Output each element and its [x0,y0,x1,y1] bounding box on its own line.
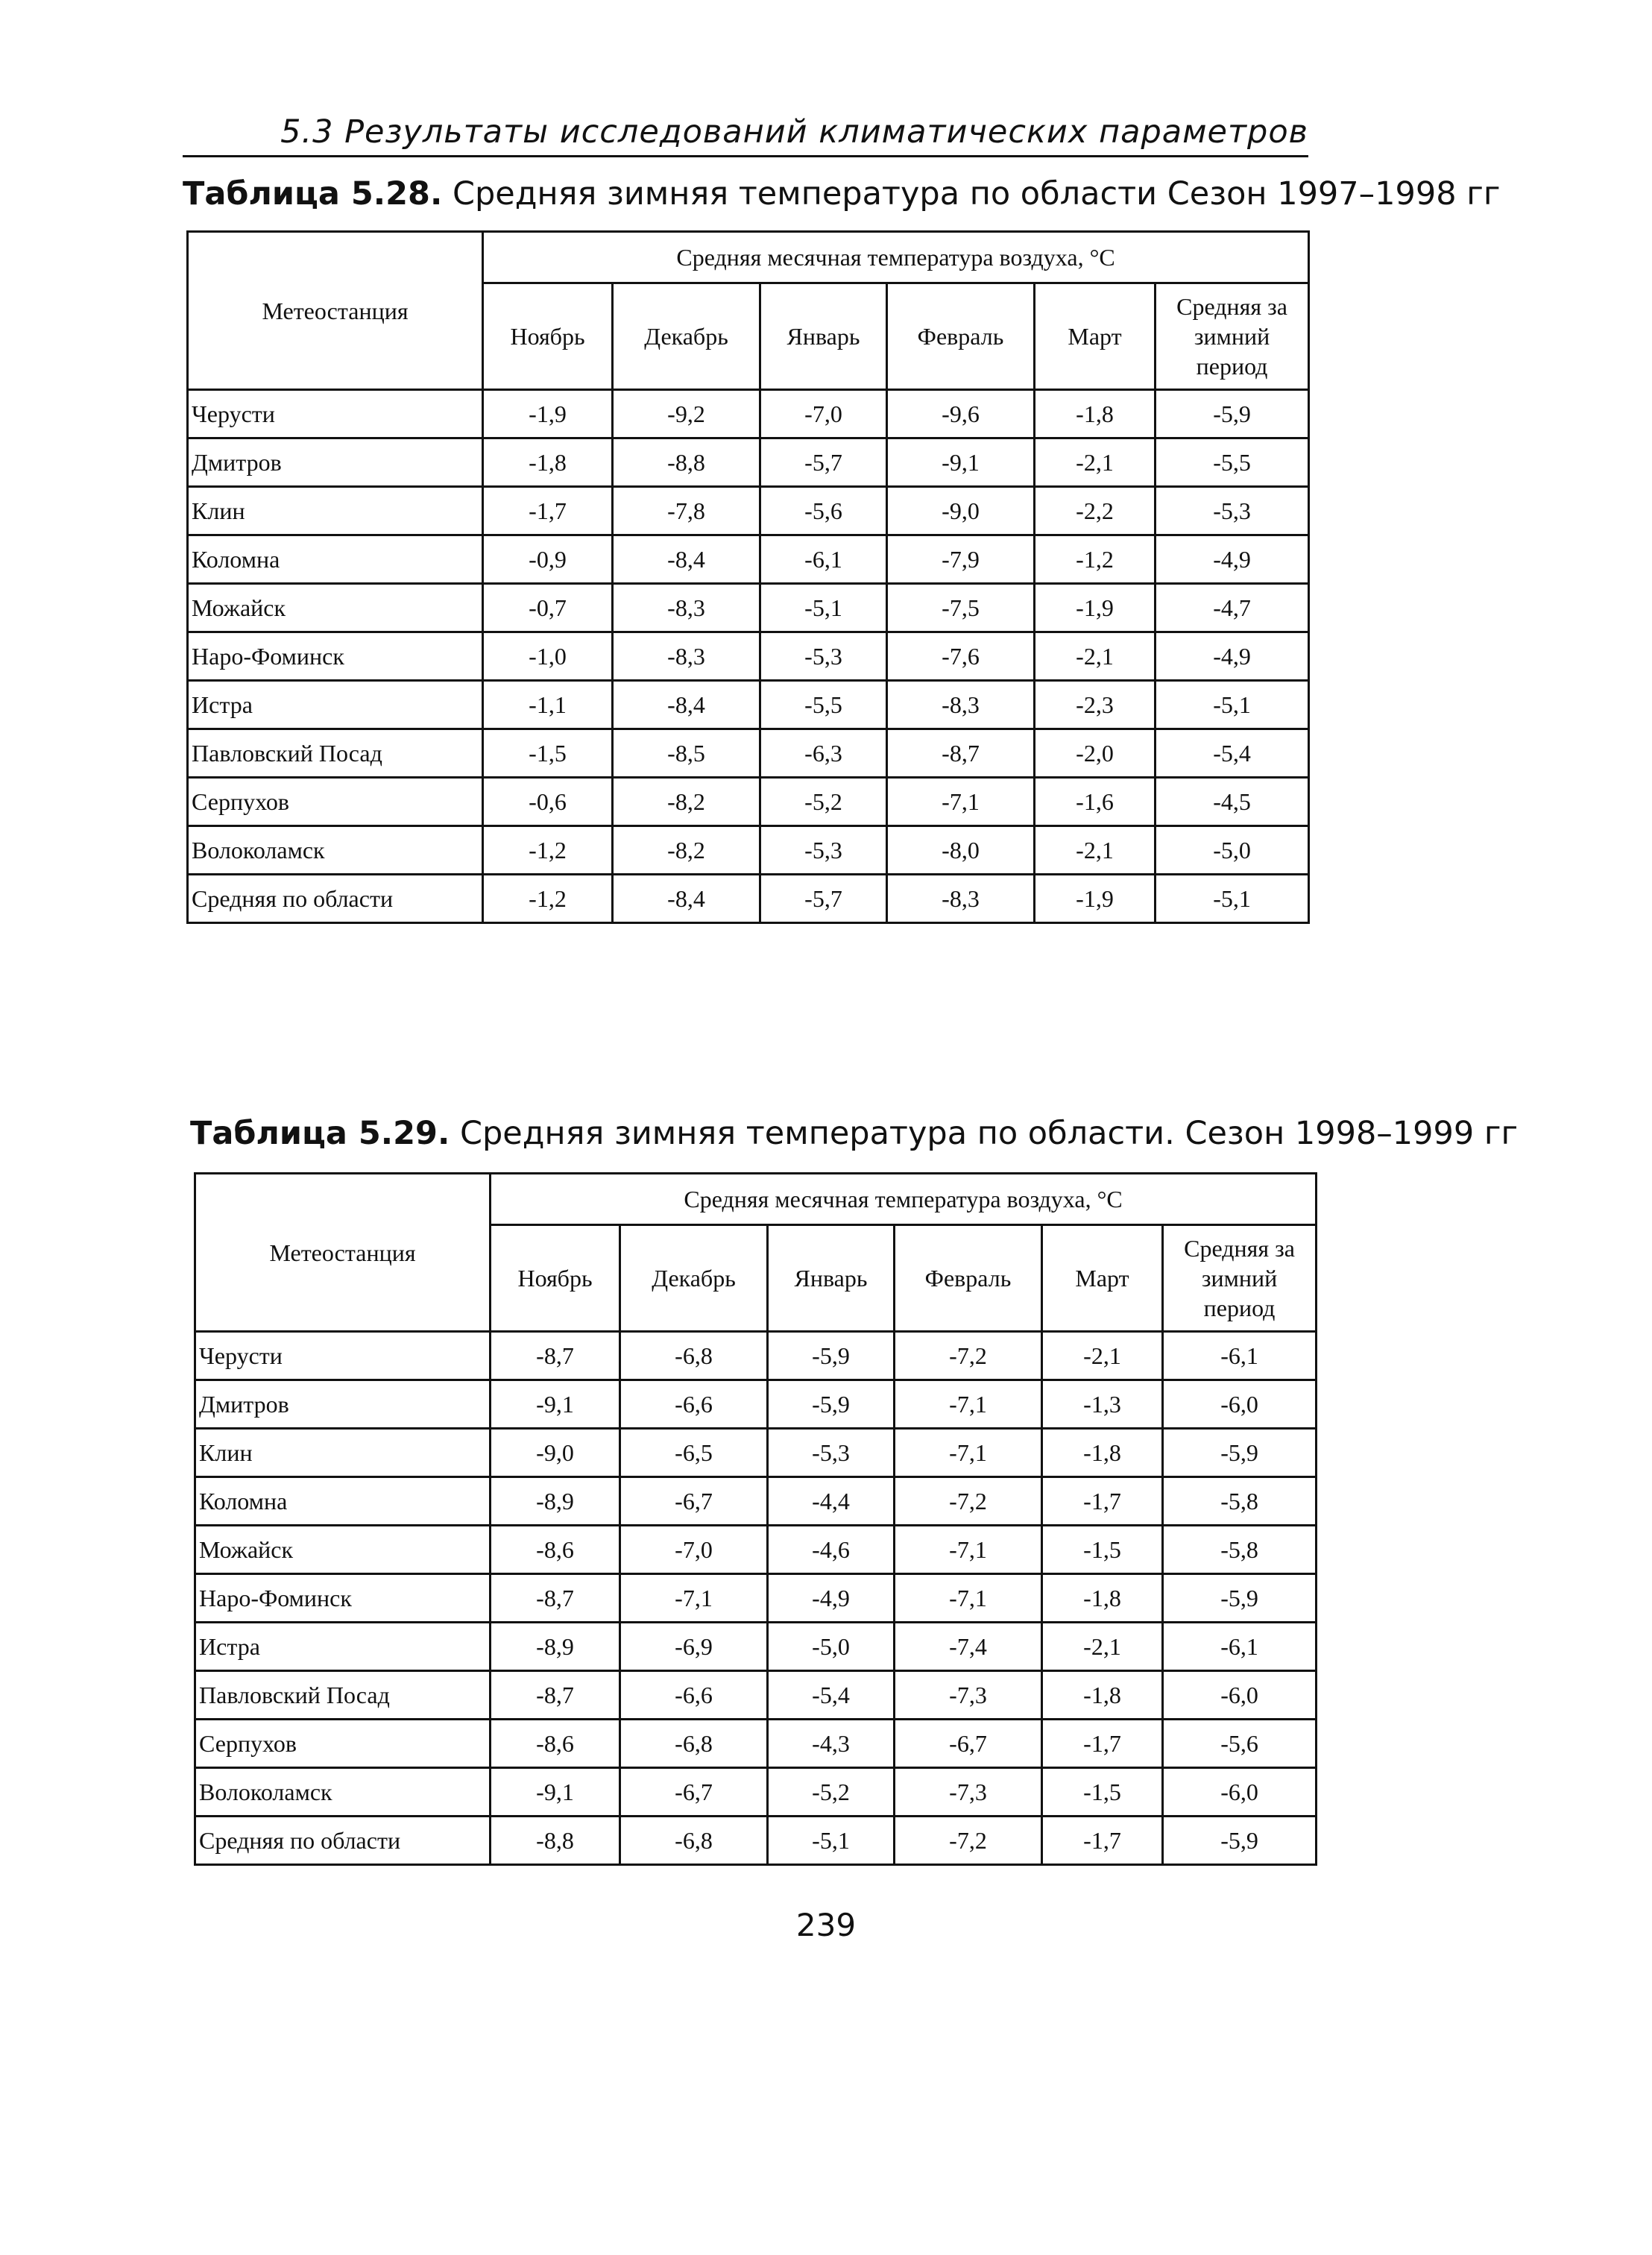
temperature-cell: -6,8 [620,1817,768,1865]
table-row [188,487,1309,535]
temperature-cell: -6,8 [620,1720,768,1768]
temperature-cell: -7,1 [620,1574,768,1623]
column-header: Средняя за зимний период [1156,283,1309,390]
station-name-cell: Серпухов [188,778,483,826]
temperature-cell: -5,9 [1163,1817,1317,1865]
temperature-cell: -1,8 [483,438,613,487]
temperature-cell: -4,6 [768,1526,895,1574]
station-name-cell: Коломна [188,535,483,584]
table-caption [183,173,1500,215]
temperature-cell: -7,0 [620,1526,768,1574]
temperature-cell: -9,1 [887,438,1035,487]
station-name-cell: Дмитров [188,438,483,487]
temperature-cell: -6,7 [620,1477,768,1526]
temperature-cell: -1,0 [483,632,613,681]
temperature-cell: -8,9 [491,1477,620,1526]
temperature-cell: -8,4 [613,681,760,729]
temperature-cell: -5,8 [1163,1526,1317,1574]
temperature-cell: -6,1 [1163,1623,1317,1671]
group-header: Средняя месячная температура воздуха, °С [491,1174,1317,1225]
temperature-cell: -2,2 [1035,487,1156,535]
table-row [195,1768,1317,1817]
station-name-cell: Средняя по области [195,1817,491,1865]
temperature-cell: -7,3 [895,1768,1042,1817]
temperature-cell: -1,5 [1042,1768,1163,1817]
table-row [188,729,1309,778]
station-name-cell: Серпухов [195,1720,491,1768]
temperature-cell: -4,5 [1156,778,1309,826]
station-name-cell: Наро-Фоминск [195,1574,491,1623]
temperature-cell: -7,1 [895,1526,1042,1574]
station-name-cell: Истра [195,1623,491,1671]
group-header: Средняя месячная температура воздуха, °С [483,232,1309,283]
temperature-cell: -1,8 [1042,1429,1163,1477]
temperature-cell: -1,5 [1042,1526,1163,1574]
temperature-cell: -6,3 [760,729,887,778]
temperature-cell: -6,7 [895,1720,1042,1768]
station-name-cell: Коломна [195,1477,491,1526]
temperature-cell: -1,9 [483,390,613,438]
temperature-cell: -7,1 [887,778,1035,826]
temperature-cell: -9,0 [887,487,1035,535]
temperature-cell: -7,9 [887,535,1035,584]
temperature-cell: -5,9 [1156,390,1309,438]
temperature-cell: -7,1 [895,1429,1042,1477]
temperature-cell: -5,3 [1156,487,1309,535]
temperature-cell: -5,4 [1156,729,1309,778]
column-header: Ноябрь [491,1225,620,1332]
temperature-cell: -1,3 [1042,1380,1163,1429]
temperature-cell: -1,1 [483,681,613,729]
table-row [188,390,1309,438]
temperature-cell: -6,0 [1163,1671,1317,1720]
temperature-cell: -1,2 [483,826,613,875]
temperature-cell: -8,7 [491,1332,620,1380]
temperature-cell: -6,7 [620,1768,768,1817]
table-row [195,1623,1317,1671]
temperature-cell: -8,9 [491,1623,620,1671]
temperature-cell: -8,3 [613,632,760,681]
temperature-cell: -4,4 [768,1477,895,1526]
station-column-header: Метеостанция [195,1174,491,1332]
temperature-cell: -5,2 [768,1768,895,1817]
temperature-cell: -5,9 [768,1332,895,1380]
temperature-cell: -5,1 [1156,875,1309,923]
temperature-cell: -9,0 [491,1429,620,1477]
temperature-cell: -0,9 [483,535,613,584]
temperature-cell: -1,8 [1042,1671,1163,1720]
column-header: Декабрь [613,283,760,390]
table-row [188,535,1309,584]
temperature-cell: -2,1 [1035,632,1156,681]
temperature-cell: -4,9 [768,1574,895,1623]
temperature-cell: -1,7 [1042,1720,1163,1768]
temperature-cell: -7,1 [895,1574,1042,1623]
temperature-cell: -1,7 [483,487,613,535]
station-name-cell: Волоколамск [188,826,483,875]
caption-label: Таблица 5.29. [190,1115,450,1152]
temperature-cell: -4,7 [1156,584,1309,632]
temperature-cell: -5,1 [760,584,887,632]
temperature-cell: -1,6 [1035,778,1156,826]
table-row [188,778,1309,826]
caption-text: Средняя зимняя температура по области Сезон 1997–1998 гг [452,175,1501,213]
temperature-cell: -5,4 [768,1671,895,1720]
column-header: Март [1035,283,1156,390]
station-name-cell: Наро-Фоминск [188,632,483,681]
column-header: Январь [760,283,887,390]
temperature-cell: -5,7 [760,875,887,923]
table-row [188,438,1309,487]
temperature-cell: -7,2 [895,1477,1042,1526]
temperature-cell: -6,1 [1163,1332,1317,1380]
station-name-cell: Волоколамск [195,1768,491,1817]
temperature-cell: -6,6 [620,1671,768,1720]
temperature-cell: -4,9 [1156,535,1309,584]
temperature-cell: -2,1 [1042,1623,1163,1671]
temperature-cell: -4,9 [1156,632,1309,681]
station-column-header: Метеостанция [188,232,483,390]
column-header: Февраль [895,1225,1042,1332]
temperature-cell: -5,2 [760,778,887,826]
temperature-cell: -0,7 [483,584,613,632]
temperature-cell: -5,5 [1156,438,1309,487]
temperature-cell: -8,7 [887,729,1035,778]
temperature-cell: -7,1 [895,1380,1042,1429]
temperature-table-1998-1999 [194,1172,1317,1866]
temperature-cell: -5,3 [760,632,887,681]
table-caption [190,1113,1518,1154]
temperature-cell: -6,9 [620,1623,768,1671]
temperature-cell: -5,6 [1163,1720,1317,1768]
temperature-cell: -5,5 [760,681,887,729]
table-row [195,1526,1317,1574]
temperature-cell: -7,2 [895,1817,1042,1865]
temperature-cell: -5,0 [768,1623,895,1671]
station-name-cell: Клин [195,1429,491,1477]
table-row [188,584,1309,632]
page-number: 239 [795,1907,857,1943]
temperature-cell: -7,4 [895,1623,1042,1671]
temperature-cell: -1,5 [483,729,613,778]
temperature-cell: -1,8 [1035,390,1156,438]
table-row [195,1574,1317,1623]
temperature-cell: -8,3 [887,875,1035,923]
caption-text: Средняя зимняя температура по области. Сезон 1998–1999 гг [459,1115,1519,1152]
temperature-cell: -5,3 [768,1429,895,1477]
temperature-cell: -9,1 [491,1768,620,1817]
temperature-cell: -7,3 [895,1671,1042,1720]
temperature-cell: -7,0 [760,390,887,438]
temperature-cell: -8,5 [613,729,760,778]
caption-label: Таблица 5.28. [183,175,443,213]
station-name-cell: Истра [188,681,483,729]
table-row [195,1332,1317,1380]
temperature-table-1997-1998 [186,230,1310,924]
table-row [195,1720,1317,1768]
temperature-cell: -5,1 [768,1817,895,1865]
table-row [195,1477,1317,1526]
table-row [195,1380,1317,1429]
temperature-cell: -0,6 [483,778,613,826]
temperature-cell: -8,6 [491,1526,620,1574]
table-row [195,1817,1317,1865]
temperature-cell: -2,3 [1035,681,1156,729]
temperature-cell: -6,1 [760,535,887,584]
temperature-cell: -1,7 [1042,1817,1163,1865]
temperature-cell: -8,6 [491,1720,620,1768]
temperature-cell: -1,2 [483,875,613,923]
temperature-cell: -1,7 [1042,1477,1163,1526]
temperature-cell: -8,4 [613,875,760,923]
temperature-cell: -9,1 [491,1380,620,1429]
temperature-cell: -8,3 [613,584,760,632]
column-header: Ноябрь [483,283,613,390]
table-row [188,826,1309,875]
temperature-cell: -5,9 [1163,1574,1317,1623]
temperature-cell: -5,6 [760,487,887,535]
temperature-cell: -9,6 [887,390,1035,438]
temperature-cell: -8,4 [613,535,760,584]
temperature-cell: -7,2 [895,1332,1042,1380]
temperature-cell: -7,5 [887,584,1035,632]
station-name-cell: Можайск [188,584,483,632]
temperature-cell: -4,3 [768,1720,895,1768]
header-rule [183,155,1308,157]
temperature-cell: -8,3 [887,681,1035,729]
column-header: Март [1042,1225,1163,1332]
station-name-cell: Средняя по области [188,875,483,923]
temperature-cell: -8,2 [613,778,760,826]
running-header: 5.3 Результаты исследований климатических параметров [280,113,1308,151]
temperature-cell: -8,8 [613,438,760,487]
temperature-cell: -2,0 [1035,729,1156,778]
temperature-cell: -8,0 [887,826,1035,875]
temperature-cell: -5,3 [760,826,887,875]
temperature-cell: -1,2 [1035,535,1156,584]
temperature-cell: -7,8 [613,487,760,535]
temperature-cell: -5,1 [1156,681,1309,729]
table-row [195,1671,1317,1720]
temperature-cell: -2,1 [1042,1332,1163,1380]
column-header: Декабрь [620,1225,768,1332]
temperature-cell: -7,6 [887,632,1035,681]
station-name-cell: Павловский Посад [195,1671,491,1720]
temperature-cell: -6,0 [1163,1768,1317,1817]
station-name-cell: Черусти [188,390,483,438]
temperature-cell: -2,1 [1035,826,1156,875]
temperature-cell: -8,8 [491,1817,620,1865]
table-row [188,681,1309,729]
column-header: Средняя за зимний период [1163,1225,1317,1332]
station-name-cell: Дмитров [195,1380,491,1429]
temperature-cell: -6,5 [620,1429,768,1477]
temperature-cell: -5,9 [1163,1429,1317,1477]
temperature-cell: -1,9 [1035,875,1156,923]
temperature-cell: -6,8 [620,1332,768,1380]
column-header: Январь [768,1225,895,1332]
temperature-cell: -2,1 [1035,438,1156,487]
table-row [188,632,1309,681]
station-name-cell: Павловский Посад [188,729,483,778]
temperature-cell: -1,9 [1035,584,1156,632]
table-row [195,1429,1317,1477]
temperature-cell: -5,7 [760,438,887,487]
temperature-cell: -5,0 [1156,826,1309,875]
column-header: Февраль [887,283,1035,390]
table-row [188,875,1309,923]
station-name-cell: Клин [188,487,483,535]
station-name-cell: Можайск [195,1526,491,1574]
temperature-cell: -5,9 [768,1380,895,1429]
temperature-cell: -1,8 [1042,1574,1163,1623]
temperature-cell: -8,2 [613,826,760,875]
station-name-cell: Черусти [195,1332,491,1380]
temperature-cell: -8,7 [491,1671,620,1720]
temperature-cell: -6,6 [620,1380,768,1429]
temperature-cell: -8,7 [491,1574,620,1623]
temperature-cell: -9,2 [613,390,760,438]
temperature-cell: -5,8 [1163,1477,1317,1526]
temperature-cell: -6,0 [1163,1380,1317,1429]
